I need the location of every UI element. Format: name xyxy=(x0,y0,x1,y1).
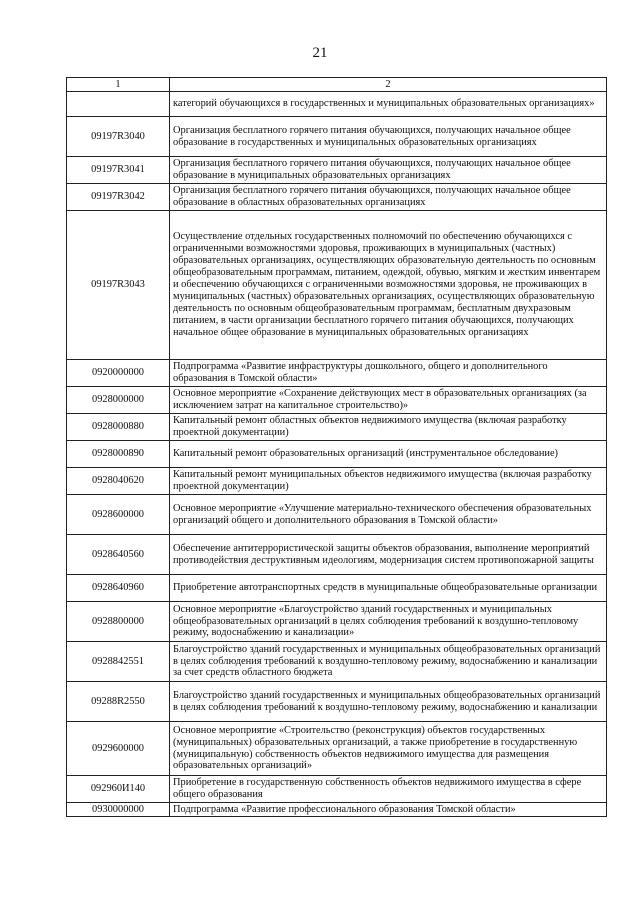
table-row xyxy=(67,184,607,211)
row-code: 09197R3042 xyxy=(67,184,170,211)
row-code xyxy=(67,92,170,117)
budget-classification-table xyxy=(66,77,607,817)
table-row xyxy=(67,535,607,575)
table-row xyxy=(67,803,607,817)
page-number: 21 xyxy=(312,45,328,61)
row-code: 0928040620 xyxy=(67,468,170,495)
row-code: 092960И140 xyxy=(67,776,170,803)
table-row xyxy=(67,414,607,441)
row-description: Организация бесплатного горячего питания обучающихся, получающих начальное общее образование в муниципальных образовательных организациях xyxy=(170,157,607,184)
row-description: Подпрограмма «Развитие инфраструктуры дошкольного, общего и дополнительного образования в Томской области» xyxy=(170,360,607,387)
row-description: категорий обучающихся в государственных и муниципальных образовательных организациях» xyxy=(170,92,607,117)
column-header-code: 1 xyxy=(67,78,170,92)
row-description: Осуществление отдельных государственных полномочий по обеспечению обучающихся с ограниченными возможностями здоровья, проживающих в муниципальных (частных) образовательных организациях, осуществляющих образовательную деятельность по основным общеобразовательным программам, питанием, одеждой, обувью, мягким и жестким инвентарем и обеспечению обучающихся с ограниченными возможностями здоровья, не проживающих в муниципальных (частных) образовательных организациях, осуществляющих образовательную деятельность по основным общеобразовательным программам, бесплатным двухразовым питанием, в части организации бесплатного горячего питания обучающихся, получающих начальное общее образование в муниципальных образовательных организациях xyxy=(170,211,607,360)
row-description: Капитальный ремонт образовательных организаций (инструментальное обследование) xyxy=(170,441,607,468)
row-description: Приобретение в государственную собственность объектов недвижимого имущества в сфере общего образования xyxy=(170,776,607,803)
table-row xyxy=(67,642,607,682)
table-row xyxy=(67,441,607,468)
row-description: Основное мероприятие «Улучшение материально-технического обеспечения образовательных организаций общего и дополнительного образования в Томской области» xyxy=(170,495,607,535)
table-row xyxy=(67,495,607,535)
table-row xyxy=(67,92,607,117)
row-code: 0928640960 xyxy=(67,575,170,602)
table-row xyxy=(67,360,607,387)
row-code: 09197R3040 xyxy=(67,117,170,157)
table-row xyxy=(67,468,607,495)
row-code: 09288R2550 xyxy=(67,682,170,722)
row-description: Организация бесплатного горячего питания обучающихся, получающих начальное общее образование в государственных и муниципальных образовательных организациях xyxy=(170,117,607,157)
row-code: 0928000000 xyxy=(67,387,170,414)
row-description: Капитальный ремонт муниципальных объектов недвижимого имущества (включая разработку проектной документации) xyxy=(170,468,607,495)
table-row xyxy=(67,211,607,360)
row-code: 0928842551 xyxy=(67,642,170,682)
row-description: Обеспечение антитеррористической защиты объектов образования, выполнение мероприятий противодействия деструктивным идеологиям, модернизация систем противопожарной защиты xyxy=(170,535,607,575)
table-row xyxy=(67,157,607,184)
row-description: Организация бесплатного горячего питания обучающихся, получающих начальное общее образование в областных образовательных организациях xyxy=(170,184,607,211)
row-code: 0928600000 xyxy=(67,495,170,535)
row-code: 09197R3043 xyxy=(67,211,170,360)
row-code: 0920000000 xyxy=(67,360,170,387)
row-code: 09197R3041 xyxy=(67,157,170,184)
table-row xyxy=(67,117,607,157)
table-row xyxy=(67,602,607,642)
row-description: Капитальный ремонт областных объектов недвижимого имущества (включая разработку проектной документации) xyxy=(170,414,607,441)
row-description: Благоустройство зданий государственных и муниципальных общеобразовательных организаций в целях соблюдения требований к воздушно-тепловому режиму, водоснабжению и канализации за счет средств областного бюджета xyxy=(170,642,607,682)
table-row xyxy=(67,575,607,602)
row-code: 0928800000 xyxy=(67,602,170,642)
row-code: 0929600000 xyxy=(67,722,170,776)
table-row xyxy=(67,776,607,803)
row-code: 0928640560 xyxy=(67,535,170,575)
column-header-description: 2 xyxy=(170,78,607,92)
row-description: Благоустройство зданий государственных и муниципальных общеобразовательных организаций в целях соблюдения требований к воздушно-тепловому режиму, водоснабжению и канализации xyxy=(170,682,607,722)
row-description: Приобретение автотранспортных средств в муниципальные общеобразовательные организации xyxy=(170,575,607,602)
row-code: 0928000890 xyxy=(67,441,170,468)
row-description: Основное мероприятие «Сохранение действующих мест в образовательных организациях (за исключением затрат на капитальное строительство)» xyxy=(170,387,607,414)
table-row xyxy=(67,387,607,414)
table-row xyxy=(67,722,607,776)
row-code: 0930000000 xyxy=(67,803,170,817)
row-code: 0928000880 xyxy=(67,414,170,441)
row-description: Основное мероприятие «Строительство (реконструкция) объектов государственных (муниципальных) образовательных организаций, а также приобретение в государственную (муниципальную) собственность объектов недвижимого имущества для размещения образовательных организаций» xyxy=(170,722,607,776)
table-row xyxy=(67,682,607,722)
row-description: Подпрограмма «Развитие профессионального образования Томской области» xyxy=(170,803,607,817)
row-description: Основное мероприятие «Благоустройство зданий государственных и муниципальных общеобразовательных организаций в целях соблюдения требований к воздушно-тепловому режиму, водоснабжению и канализации» xyxy=(170,602,607,642)
table-header-row xyxy=(67,78,607,92)
